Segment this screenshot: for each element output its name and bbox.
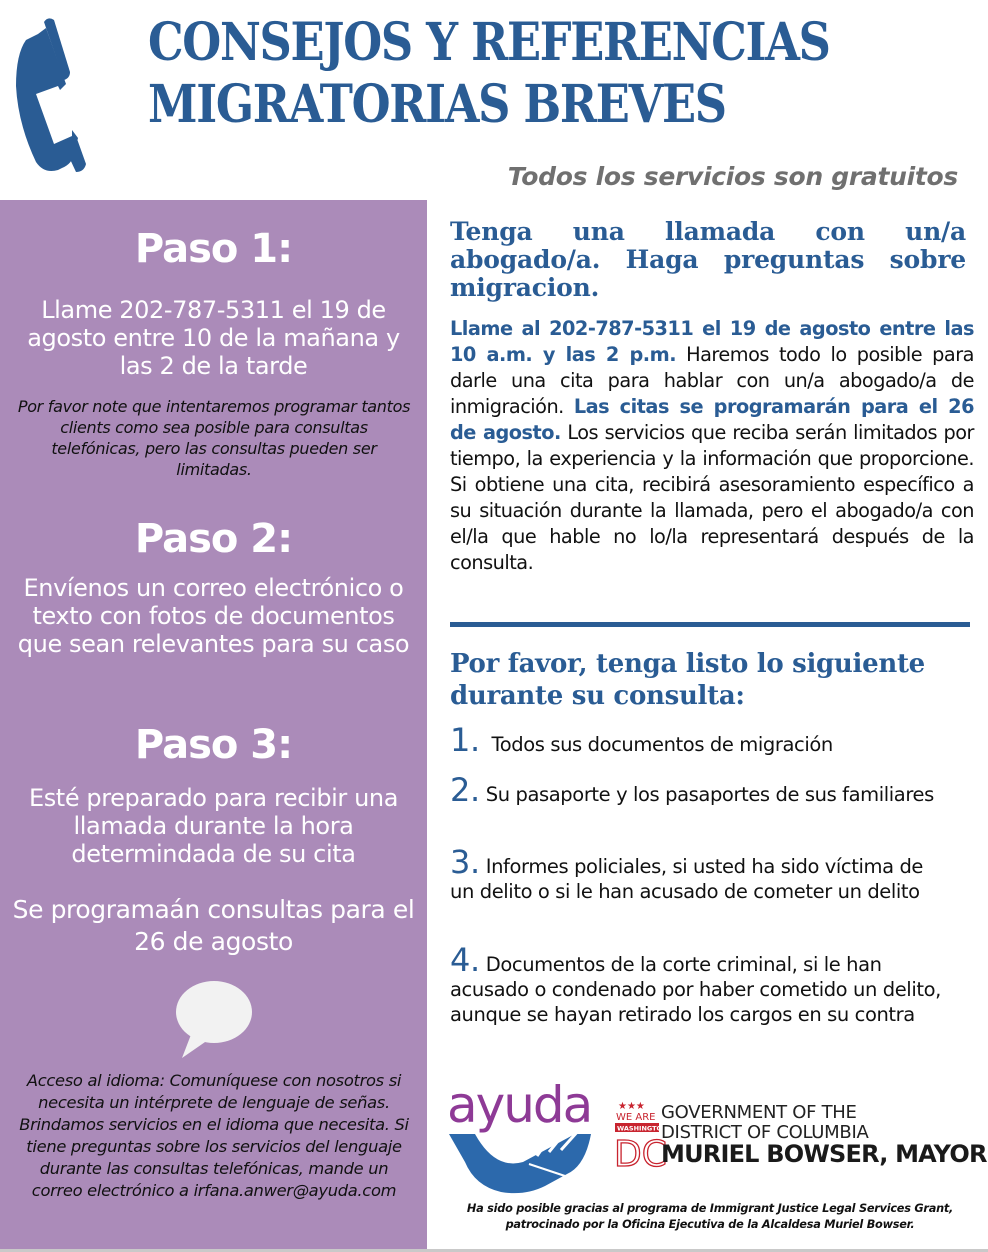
call-body-text-1: Haremos todo lo posible para darle una cita para hablar con un/a abogado/a de inmigración. bbox=[450, 343, 974, 418]
checklist-item bbox=[450, 721, 950, 759]
footer-credit: Ha sido posible gracias al programa de Immigrant Justice Legal Services Grant, patrocinado por la Oficina Ejecutiva de la Alcaldesa Muriel Bowser. bbox=[466, 1202, 954, 1231]
checklist-heading: Por favor, tenga listo lo siguiente durante su consulta: bbox=[450, 649, 925, 711]
checklist-text: Su pasaporte y los pasaportes de sus familiares bbox=[485, 783, 934, 806]
checklist-number: 1. bbox=[450, 721, 480, 759]
dc-flag-mark bbox=[614, 1100, 668, 1175]
checklist-item bbox=[450, 843, 950, 904]
step-2-title: Paso 2: bbox=[134, 516, 293, 562]
dc-line-2: DISTRICT OF COLUMBIA bbox=[661, 1122, 869, 1143]
speech-bubble-icon bbox=[174, 980, 254, 1060]
dc-line-1: GOVERNMENT OF THE bbox=[661, 1102, 857, 1123]
call-time-highlight: Llame al 202-787-5311 el 19 de agosto entre las 10 a.m. y las 2 p.m. bbox=[450, 317, 974, 366]
checklist-item bbox=[450, 771, 950, 809]
dc-government-logo bbox=[614, 1100, 987, 1175]
checklist-text: Informes policiales, si usted ha sido víctima de un delito o si le han acusado de cometer un delito bbox=[450, 855, 924, 903]
ayuda-logo bbox=[445, 1070, 595, 1195]
step-3-title: Paso 3: bbox=[134, 722, 293, 768]
checklist-item bbox=[450, 941, 950, 1027]
step-1-note: Por favor note que intentaremos programar tantos clients como sea posible para consultas telefónicas, pero las consultas pueden ser limitadas. bbox=[17, 397, 411, 479]
checklist-text: Documentos de la corte criminal, si le han acusado o condenado por haber cometido un delito, aunque se hayan retirado los cargos en su contra bbox=[450, 953, 941, 1026]
checklist-number: 4. bbox=[450, 941, 480, 979]
dc-line-3: MURIEL BOWSER, MAYOR bbox=[661, 1140, 987, 1168]
section-divider bbox=[450, 622, 970, 627]
sponsor-logos bbox=[445, 1070, 987, 1200]
step-1-text: Llame 202-787-5311 el 19 de agosto entre 10 de la mañana y las 2 de la tarde bbox=[27, 296, 400, 380]
step-3-schedule: Se programaán consultas para el 26 de agosto bbox=[12, 895, 415, 956]
title-line-2: MIGRATORIAS BREVES bbox=[148, 74, 726, 135]
step-3-text: Esté preparado para recibir una llamada durante la hora determindada de su cita bbox=[28, 784, 399, 868]
ayuda-logo-text: ayuda bbox=[447, 1076, 592, 1134]
steps-panel bbox=[0, 200, 427, 1252]
call-body-text-2: Los servicios que reciba serán limitados por tiempo, la experiencia y la información que proporcione. Si obtiene una cita, recibirá asesoramiento específico a su situación durante la llamada, pero el abogado/a con el/la que hable no lo/la representará después de la consulta. bbox=[450, 421, 974, 574]
call-body bbox=[450, 316, 974, 576]
dc-letters: DC bbox=[614, 1134, 667, 1175]
step-2-text: Envíenos un correo electrónico o texto con fotos de documentos que sean relevantes para su caso bbox=[17, 574, 410, 658]
language-access-text: Acceso al idioma: Comuníquese con nosotros si necesita un intérprete de lenguaje de señas. Brindamos servicios en el idioma que necesita. Si tiene preguntas sobre los servicios del lenguaje durante las consultas telefónicas, mande un correo electrónico a irfana.anwer@ayuda.com bbox=[19, 1071, 409, 1200]
appointment-date-highlight: Las citas se programarán para el 26 de agosto. bbox=[450, 395, 974, 444]
title-line-1: CONSEJOS Y REFERENCIAS bbox=[148, 12, 830, 73]
subtitle: Todos los servicios son gratuitos bbox=[507, 162, 958, 191]
call-heading: Tenga una llamada con un/a abogado/a. Haga preguntas sobre migracion. bbox=[450, 217, 966, 302]
checklist-number: 3. bbox=[450, 843, 480, 881]
dc-washington: WASHINGTON bbox=[617, 1124, 668, 1133]
checklist-text: Todos sus documentos de migración bbox=[485, 733, 833, 756]
header bbox=[0, 0, 988, 200]
svg-text:★★★: ★★★ bbox=[618, 1101, 645, 1112]
checklist-number: 2. bbox=[450, 771, 480, 809]
step-1-title: Paso 1: bbox=[134, 226, 293, 272]
phone-icon bbox=[14, 14, 74, 184]
page-title bbox=[148, 12, 862, 136]
dc-we-are: WE ARE bbox=[616, 1112, 656, 1123]
